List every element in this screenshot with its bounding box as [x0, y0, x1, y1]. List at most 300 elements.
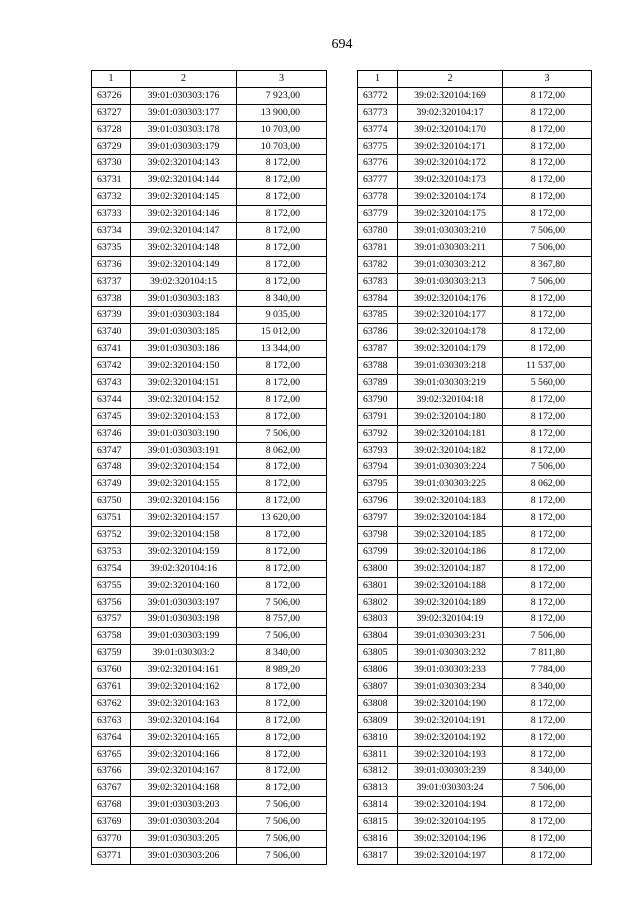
cadastral-number: 39:02:320104:177 [398, 307, 503, 324]
cadastral-value: 7 506,00 [503, 780, 592, 797]
cadastral-value: 8 172,00 [237, 273, 327, 290]
cadastral-number: 39:02:320104:183 [398, 493, 503, 510]
row-number: 63810 [358, 729, 398, 746]
cadastral-value: 8 172,00 [237, 459, 327, 476]
row-number: 63731 [92, 172, 131, 189]
cadastral-value: 8 172,00 [503, 290, 592, 307]
cadastral-number: 39:02:320104:18 [398, 391, 503, 408]
cadastral-value: 8 172,00 [503, 729, 592, 746]
cadastral-number: 39:02:320104:188 [398, 577, 503, 594]
cadastral-table-right [357, 70, 592, 865]
cadastral-value: 8 172,00 [237, 679, 327, 696]
row-number: 63751 [92, 510, 131, 527]
cadastral-value: 8 062,00 [237, 442, 327, 459]
cadastral-number: 39:01:030303:206 [131, 847, 237, 864]
table-row [92, 358, 327, 375]
table-row [358, 138, 592, 155]
row-number: 63729 [92, 138, 131, 155]
row-number: 63815 [358, 814, 398, 831]
cadastral-value: 8 172,00 [237, 543, 327, 560]
column-header-number: 1 [92, 71, 131, 88]
row-number: 63766 [92, 763, 131, 780]
cadastral-number: 39:02:320104:165 [131, 729, 237, 746]
table-row [92, 256, 327, 273]
row-number: 63771 [92, 847, 131, 864]
cadastral-number: 39:01:030303:186 [131, 341, 237, 358]
table-row [358, 628, 592, 645]
table-row [92, 543, 327, 560]
cadastral-value: 5 560,00 [503, 375, 592, 392]
row-number: 63781 [358, 239, 398, 256]
row-number: 63764 [92, 729, 131, 746]
cadastral-value: 8 172,00 [503, 391, 592, 408]
cadastral-value: 8 172,00 [237, 746, 327, 763]
table-row [358, 510, 592, 527]
table-row [92, 611, 327, 628]
cadastral-value: 8 172,00 [237, 239, 327, 256]
row-number: 63742 [92, 358, 131, 375]
table-row [92, 814, 327, 831]
cadastral-number: 39:02:320104:17 [398, 104, 503, 121]
row-number: 63752 [92, 527, 131, 544]
table-row [92, 797, 327, 814]
row-number: 63743 [92, 375, 131, 392]
cadastral-number: 39:02:320104:184 [398, 510, 503, 527]
table-row [358, 341, 592, 358]
row-number: 63761 [92, 679, 131, 696]
table-row [92, 290, 327, 307]
cadastral-value: 7 506,00 [237, 594, 327, 611]
row-number: 63736 [92, 256, 131, 273]
cadastral-number: 39:02:320104:172 [398, 155, 503, 172]
cadastral-number: 39:02:320104:181 [398, 425, 503, 442]
table-row [92, 155, 327, 172]
table-row [92, 560, 327, 577]
row-number: 63750 [92, 493, 131, 510]
cadastral-number: 39:01:030303:179 [131, 138, 237, 155]
row-number: 63777 [358, 172, 398, 189]
cadastral-value: 8 172,00 [237, 375, 327, 392]
cadastral-number: 39:02:320104:166 [131, 746, 237, 763]
row-number: 63767 [92, 780, 131, 797]
table-row [358, 223, 592, 240]
row-number: 63755 [92, 577, 131, 594]
table-row [358, 290, 592, 307]
cadastral-number: 39:02:320104:170 [398, 121, 503, 138]
cadastral-number: 39:02:320104:197 [398, 847, 503, 864]
cadastral-value: 8 172,00 [503, 425, 592, 442]
table-row [358, 645, 592, 662]
cadastral-value: 8 340,00 [503, 763, 592, 780]
cadastral-value: 8 172,00 [237, 189, 327, 206]
row-number: 63763 [92, 712, 131, 729]
table-row [92, 391, 327, 408]
table-row [358, 476, 592, 493]
cadastral-value: 8 172,00 [237, 155, 327, 172]
cadastral-value: 8 172,00 [503, 695, 592, 712]
table-row [92, 476, 327, 493]
table-row [358, 679, 592, 696]
table-row [92, 206, 327, 223]
cadastral-number: 39:02:320104:154 [131, 459, 237, 476]
row-number: 63745 [92, 408, 131, 425]
row-number: 63814 [358, 797, 398, 814]
table-row [92, 746, 327, 763]
table-row [358, 797, 592, 814]
table-row [358, 814, 592, 831]
cadastral-number: 39:01:030303:211 [398, 239, 503, 256]
row-number: 63783 [358, 273, 398, 290]
row-number: 63792 [358, 425, 398, 442]
cadastral-value: 8 172,00 [503, 611, 592, 628]
table-row [92, 425, 327, 442]
table-row [92, 763, 327, 780]
cadastral-number: 39:02:320104:161 [131, 662, 237, 679]
table-row [358, 611, 592, 628]
row-number: 63795 [358, 476, 398, 493]
cadastral-number: 39:02:320104:194 [398, 797, 503, 814]
table-row [358, 358, 592, 375]
row-number: 63812 [358, 763, 398, 780]
cadastral-value: 8 172,00 [503, 324, 592, 341]
cadastral-number: 39:02:320104:153 [131, 408, 237, 425]
row-number: 63817 [358, 847, 398, 864]
row-number: 63775 [358, 138, 398, 155]
cadastral-number: 39:01:030303:184 [131, 307, 237, 324]
cadastral-value: 8 172,00 [237, 493, 327, 510]
cadastral-number: 39:02:320104:156 [131, 493, 237, 510]
row-number: 63789 [358, 375, 398, 392]
cadastral-value: 8 172,00 [237, 729, 327, 746]
cadastral-number: 39:01:030303:191 [131, 442, 237, 459]
cadastral-number: 39:02:320104:157 [131, 510, 237, 527]
cadastral-number: 39:02:320104:180 [398, 408, 503, 425]
table-row [358, 662, 592, 679]
cadastral-value: 7 811,80 [503, 645, 592, 662]
row-number: 63728 [92, 121, 131, 138]
cadastral-value: 8 172,00 [503, 104, 592, 121]
table-row [358, 104, 592, 121]
cadastral-value: 8 172,00 [503, 814, 592, 831]
row-number: 63804 [358, 628, 398, 645]
row-number: 63806 [358, 662, 398, 679]
table-row [92, 189, 327, 206]
cadastral-number: 39:02:320104:173 [398, 172, 503, 189]
cadastral-value: 13 620,00 [237, 510, 327, 527]
cadastral-value: 8 172,00 [503, 560, 592, 577]
table-row [92, 459, 327, 476]
table-row [358, 155, 592, 172]
cadastral-value: 8 172,00 [237, 206, 327, 223]
row-number: 63791 [358, 408, 398, 425]
table-row [358, 408, 592, 425]
row-number: 63803 [358, 611, 398, 628]
cadastral-value: 8 172,00 [503, 206, 592, 223]
cadastral-value: 8 062,00 [503, 476, 592, 493]
row-number: 63753 [92, 543, 131, 560]
table-row [92, 510, 327, 527]
cadastral-number: 39:02:320104:162 [131, 679, 237, 696]
cadastral-value: 8 172,00 [503, 155, 592, 172]
cadastral-value: 7 506,00 [237, 814, 327, 831]
table-row [358, 256, 592, 273]
row-number: 63813 [358, 780, 398, 797]
row-number: 63787 [358, 341, 398, 358]
cadastral-value: 8 172,00 [237, 763, 327, 780]
cadastral-number: 39:02:320104:148 [131, 239, 237, 256]
row-number: 63765 [92, 746, 131, 763]
row-number: 63796 [358, 493, 398, 510]
cadastral-value: 7 506,00 [237, 831, 327, 848]
cadastral-number: 39:01:030303:210 [398, 223, 503, 240]
cadastral-value: 8 172,00 [503, 594, 592, 611]
cadastral-number: 39:01:030303:231 [398, 628, 503, 645]
cadastral-number: 39:02:320104:192 [398, 729, 503, 746]
table-row [92, 662, 327, 679]
cadastral-number: 39:01:030303:199 [131, 628, 237, 645]
row-number: 63805 [358, 645, 398, 662]
table-row [92, 172, 327, 189]
cadastral-number: 39:01:030303:205 [131, 831, 237, 848]
cadastral-number: 39:01:030303:232 [398, 645, 503, 662]
cadastral-value: 7 506,00 [503, 459, 592, 476]
cadastral-value: 8 172,00 [237, 780, 327, 797]
cadastral-value: 8 172,00 [503, 442, 592, 459]
table-row [358, 442, 592, 459]
row-number: 63740 [92, 324, 131, 341]
row-number: 63782 [358, 256, 398, 273]
table-row [358, 493, 592, 510]
cadastral-value: 8 172,00 [503, 746, 592, 763]
cadastral-value: 8 172,00 [503, 408, 592, 425]
row-number: 63774 [358, 121, 398, 138]
table-row [358, 391, 592, 408]
cadastral-value: 8 172,00 [503, 172, 592, 189]
cadastral-value: 7 506,00 [237, 628, 327, 645]
cadastral-value: 8 172,00 [503, 121, 592, 138]
cadastral-number: 39:02:320104:146 [131, 206, 237, 223]
cadastral-number: 39:02:320104:171 [398, 138, 503, 155]
table-row [358, 712, 592, 729]
cadastral-number: 39:02:320104:176 [398, 290, 503, 307]
table-row [358, 121, 592, 138]
cadastral-number: 39:02:320104:169 [398, 87, 503, 104]
cadastral-number: 39:02:320104:179 [398, 341, 503, 358]
cadastral-number: 39:01:030303:225 [398, 476, 503, 493]
cadastral-number: 39:02:320104:159 [131, 543, 237, 560]
table-row [92, 679, 327, 696]
table-row [358, 594, 592, 611]
cadastral-value: 8 172,00 [503, 831, 592, 848]
cadastral-number: 39:01:030303:185 [131, 324, 237, 341]
cadastral-value: 8 172,00 [237, 408, 327, 425]
cadastral-number: 39:01:030303:198 [131, 611, 237, 628]
row-number: 63739 [92, 307, 131, 324]
table-row [358, 527, 592, 544]
cadastral-value: 8 172,00 [503, 493, 592, 510]
row-number: 63726 [92, 87, 131, 104]
table-row [92, 712, 327, 729]
table-row [92, 324, 327, 341]
row-number: 63780 [358, 223, 398, 240]
row-number: 63808 [358, 695, 398, 712]
row-number: 63744 [92, 391, 131, 408]
column-header-value: 3 [237, 71, 327, 88]
cadastral-value: 7 506,00 [237, 425, 327, 442]
cadastral-value: 8 172,00 [237, 391, 327, 408]
row-number: 63760 [92, 662, 131, 679]
cadastral-value: 8 172,00 [503, 510, 592, 527]
table-row [358, 780, 592, 797]
cadastral-value: 11 537,00 [503, 358, 592, 375]
cadastral-number: 39:01:030303:219 [398, 375, 503, 392]
cadastral-number: 39:01:030303:176 [131, 87, 237, 104]
table-body-right [358, 87, 592, 864]
cadastral-number: 39:01:030303:24 [398, 780, 503, 797]
cadastral-number: 39:02:320104:168 [131, 780, 237, 797]
table-row [92, 408, 327, 425]
row-number: 63776 [358, 155, 398, 172]
table-row [92, 307, 327, 324]
table-row [358, 273, 592, 290]
cadastral-value: 8 172,00 [237, 695, 327, 712]
row-number: 63738 [92, 290, 131, 307]
cadastral-number: 39:02:320104:149 [131, 256, 237, 273]
cadastral-number: 39:02:320104:178 [398, 324, 503, 341]
cadastral-value: 8 172,00 [237, 560, 327, 577]
cadastral-value: 8 757,00 [237, 611, 327, 628]
table-row [92, 493, 327, 510]
row-number: 63732 [92, 189, 131, 206]
cadastral-value: 7 506,00 [503, 223, 592, 240]
table-row [92, 729, 327, 746]
cadastral-number: 39:02:320104:167 [131, 763, 237, 780]
cadastral-number: 39:02:320104:152 [131, 391, 237, 408]
table-row [358, 577, 592, 594]
cadastral-number: 39:02:320104:16 [131, 560, 237, 577]
cadastral-number: 39:02:320104:191 [398, 712, 503, 729]
table-row [358, 695, 592, 712]
cadastral-value: 13 900,00 [237, 104, 327, 121]
row-number: 63801 [358, 577, 398, 594]
table-row [358, 189, 592, 206]
cadastral-value: 10 703,00 [237, 121, 327, 138]
cadastral-number: 39:01:030303:183 [131, 290, 237, 307]
table-row [92, 594, 327, 611]
row-number: 63762 [92, 695, 131, 712]
table-row [358, 307, 592, 324]
table-row [358, 324, 592, 341]
cadastral-value: 8 172,00 [503, 189, 592, 206]
cadastral-number: 39:02:320104:143 [131, 155, 237, 172]
table-row [358, 459, 592, 476]
row-number: 63748 [92, 459, 131, 476]
cadastral-value: 8 340,00 [503, 679, 592, 696]
cadastral-number: 39:02:320104:163 [131, 695, 237, 712]
table-row [92, 628, 327, 645]
cadastral-value: 8 989,20 [237, 662, 327, 679]
cadastral-value: 8 172,00 [503, 527, 592, 544]
row-number: 63779 [358, 206, 398, 223]
row-number: 63784 [358, 290, 398, 307]
table-row [92, 239, 327, 256]
row-number: 63770 [92, 831, 131, 848]
table-row [358, 172, 592, 189]
cadastral-number: 39:02:320104:155 [131, 476, 237, 493]
table-row [92, 780, 327, 797]
cadastral-number: 39:02:320104:175 [398, 206, 503, 223]
cadastral-number: 39:02:320104:193 [398, 746, 503, 763]
row-number: 63737 [92, 273, 131, 290]
cadastral-number: 39:02:320104:151 [131, 375, 237, 392]
row-number: 63746 [92, 425, 131, 442]
row-number: 63733 [92, 206, 131, 223]
table-header-row [358, 71, 592, 88]
row-number: 63790 [358, 391, 398, 408]
table-row [358, 746, 592, 763]
cadastral-value: 7 506,00 [503, 239, 592, 256]
cadastral-number: 39:02:320104:190 [398, 695, 503, 712]
cadastral-number: 39:02:320104:164 [131, 712, 237, 729]
cadastral-value: 13 344,00 [237, 341, 327, 358]
cadastral-value: 8 172,00 [237, 527, 327, 544]
table-row [92, 831, 327, 848]
cadastral-value: 8 172,00 [503, 847, 592, 864]
row-number: 63730 [92, 155, 131, 172]
cadastral-number: 39:02:320104:144 [131, 172, 237, 189]
row-number: 63759 [92, 645, 131, 662]
cadastral-value: 7 784,00 [503, 662, 592, 679]
cadastral-number: 39:01:030303:203 [131, 797, 237, 814]
cadastral-number: 39:01:030303:239 [398, 763, 503, 780]
table-row [92, 577, 327, 594]
cadastral-number: 39:01:030303:178 [131, 121, 237, 138]
row-number: 63797 [358, 510, 398, 527]
row-number: 63773 [358, 104, 398, 121]
page-number: 694 [331, 37, 353, 52]
cadastral-value: 8 172,00 [503, 341, 592, 358]
cadastral-number: 39:02:320104:174 [398, 189, 503, 206]
table-row [92, 121, 327, 138]
row-number: 63800 [358, 560, 398, 577]
table-row [92, 375, 327, 392]
table-row [92, 341, 327, 358]
cadastral-number: 39:02:320104:19 [398, 611, 503, 628]
row-number: 63793 [358, 442, 398, 459]
cadastral-value: 8 172,00 [237, 577, 327, 594]
cadastral-number: 39:02:320104:158 [131, 527, 237, 544]
cadastral-value: 7 506,00 [503, 273, 592, 290]
cadastral-number: 39:01:030303:213 [398, 273, 503, 290]
row-number: 63758 [92, 628, 131, 645]
cadastral-number: 39:01:030303:212 [398, 256, 503, 273]
cadastral-value: 8 172,00 [503, 543, 592, 560]
cadastral-value: 7 506,00 [237, 797, 327, 814]
row-number: 63741 [92, 341, 131, 358]
row-number: 63734 [92, 223, 131, 240]
row-number: 63757 [92, 611, 131, 628]
cadastral-number: 39:02:320104:145 [131, 189, 237, 206]
row-number: 63799 [358, 543, 398, 560]
cadastral-number: 39:02:320104:15 [131, 273, 237, 290]
cadastral-value: 7 506,00 [503, 628, 592, 645]
cadastral-value: 8 172,00 [237, 256, 327, 273]
cadastral-value: 8 367,80 [503, 256, 592, 273]
cadastral-number: 39:02:320104:160 [131, 577, 237, 594]
cadastral-number: 39:01:030303:177 [131, 104, 237, 121]
table-row [358, 831, 592, 848]
cadastral-number: 39:01:030303:234 [398, 679, 503, 696]
